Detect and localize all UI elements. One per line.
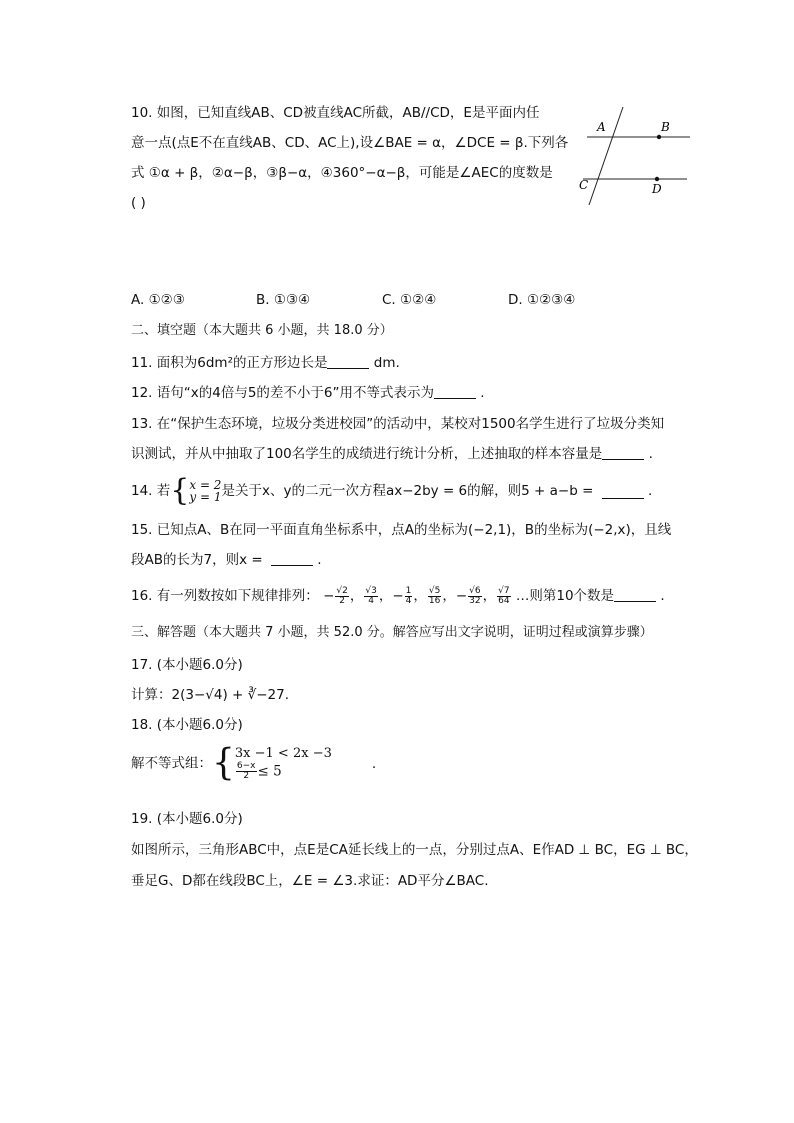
q11-unit: dm. (369, 355, 400, 371)
q16-term (392, 585, 427, 606)
q16-term-denominator: 16 (428, 595, 441, 606)
q19-heading: 19. (本小题6.0分) (131, 811, 243, 827)
q12-text: 12. 语句“x的4倍与5的差不小于6”用不等式表示为 (131, 385, 435, 401)
q16-term-denominator: 2 (339, 595, 345, 606)
q10-option-c[interactable]: C. ①②④ (382, 292, 437, 308)
q16-term (496, 585, 511, 606)
q16-term (323, 585, 364, 606)
q18-ineq1: 3x −1 < 2x −3 (234, 746, 332, 761)
q16-term (363, 585, 393, 606)
q11-answer-blank[interactable] (327, 354, 369, 369)
q18-frac-den: 2 (243, 771, 250, 781)
q15-line2 (131, 551, 322, 569)
q10-line2: 意一点(点E不在直线AB、CD、AC上),设∠BAE = α，∠DCE = β.下列各 (131, 135, 569, 151)
q16-term-fraction (335, 587, 348, 606)
line-ac (589, 107, 623, 205)
q16-term-denominator: 4 (368, 595, 374, 606)
q16-term-sign: − (392, 588, 404, 604)
q16 (131, 583, 665, 609)
q16-term-numerator: √5 (428, 585, 441, 596)
q16-term-separator: ， (349, 588, 364, 604)
label-a: A (597, 120, 606, 134)
q16-answer-blank[interactable] (614, 587, 656, 602)
q13-text: 识测试，并从中抽取了100名学生的成绩进行统计分析，上述抽取的样本容量是 (131, 446, 603, 462)
q16-term-denominator: 4 (405, 595, 412, 606)
q14-answer-blank[interactable] (602, 484, 644, 499)
q16-term-fraction (497, 587, 510, 606)
q10-line4: ( ) (131, 195, 146, 211)
q13-line1: 13. 在“保护生态环境，垃圾分类进校园”的活动中，某校对1500名学生进行了垃圾分类知 (131, 416, 665, 432)
q16-term-separator: ， (413, 588, 427, 604)
q14 (131, 473, 653, 508)
q16-term-numerator: 1 (405, 585, 412, 596)
q14-system (189, 479, 221, 503)
q10-line3: 式 ①α + β，②α−β，③β−α，④360°−α−β，可能是∠AEC的度数是 (131, 165, 553, 181)
point-b (657, 135, 661, 139)
q16-term-separator: ， (442, 588, 456, 604)
q16-term-fraction (405, 587, 413, 606)
q15-answer-blank[interactable] (271, 551, 313, 566)
q16-term-numerator: √2 (336, 585, 348, 596)
q18-system (235, 746, 332, 781)
q16-text-after: …则第10个数是 (515, 588, 615, 604)
q13-line2 (131, 445, 653, 463)
q16-sequence (323, 585, 512, 606)
q16-term-sign: − (455, 588, 468, 604)
q16-end: . (656, 588, 665, 604)
q18-body (131, 742, 377, 790)
q17-body: 计算：2(3−√4) + ∛−27. (131, 687, 289, 703)
q15-text: 段AB的长为7，则x = (131, 552, 267, 568)
q14-sys1: x = 2 (189, 478, 222, 492)
q10-line1: 10. 如图，已知直线AB、CD被直线AC所截，AB//CD，E是平面内任 (131, 105, 540, 121)
q18-brace: { (212, 742, 235, 784)
q16-term-fraction (364, 587, 377, 606)
q15-end: . (312, 552, 322, 568)
q11 (131, 354, 400, 372)
q16-term-denominator: 64 (498, 595, 510, 606)
q16-term-numerator: √6 (469, 585, 481, 596)
q14-text: 是关于x、y的二元一次方程ax−2by = 6的解，则5 + a−b = (221, 483, 598, 499)
q16-term-separator: ， (378, 588, 393, 604)
q16-term-sign: − (323, 588, 335, 604)
label-c: C (579, 178, 589, 192)
q16-text: 16. 有一列数按如下规律排列： (131, 588, 319, 604)
q13-answer-blank[interactable] (602, 445, 644, 460)
q19-line2: 垂足G、D都在线段BC上，∠E = ∠3.求证：AD平分∠BAC. (131, 873, 489, 889)
q18-fraction (236, 762, 257, 781)
q18-label: 解不等式组： (131, 755, 212, 772)
q18-ineq2-rest: ≤ 5 (257, 763, 282, 780)
q18-end: . (371, 755, 377, 772)
q10-option-a[interactable]: A. ①②③ (131, 292, 185, 308)
q16-term-numerator: √3 (365, 585, 377, 596)
section2-heading: 二、填空题（本大题共 6 小题，共 18.0 分） (131, 323, 393, 338)
q17-heading: 17. (本小题6.0分) (131, 657, 243, 673)
q18-frac-num: 6−x (236, 761, 256, 771)
q12 (131, 384, 485, 402)
q14-num: 14. 若 (131, 483, 171, 499)
q13-end: . (644, 446, 653, 462)
q14-end: . (643, 483, 653, 499)
q14-sys2: y = 1 (189, 490, 222, 504)
q16-term (455, 585, 497, 606)
q16-term-denominator: 32 (469, 595, 481, 606)
section3-heading: 三、解答题（本大题共 7 小题，共 52.0 分。解答应写出文字说明，证明过程或演算步骤） (131, 625, 653, 640)
q10-option-b[interactable]: B. ①③④ (256, 292, 311, 308)
q16-term (427, 585, 456, 606)
q18-heading: 18. (本小题6.0分) (131, 717, 243, 733)
q12-answer-blank[interactable] (434, 384, 476, 399)
q16-term-separator: ， (482, 588, 497, 604)
q19-line1: 如图所示，三角形ABC中，点E是CA延长线上的一点，分别过点A、E作AD ⊥ BC，EG ⊥ BC， (131, 842, 698, 858)
label-d: D (652, 182, 662, 196)
q16-term-fraction (468, 587, 481, 606)
q16-term-fraction (428, 587, 441, 606)
q16-term-numerator: √7 (498, 585, 510, 596)
label-b: B (661, 120, 670, 134)
q10-figure (575, 105, 695, 205)
point-d (655, 177, 659, 181)
q18-ineq2 (235, 762, 332, 781)
q15-line1: 15. 已知点A、B在同一平面直角坐标系中，点A的坐标为(−2,1)，B的坐标为(−2,x)，且线 (131, 522, 672, 538)
q10-option-d[interactable]: D. ①②③④ (508, 292, 576, 308)
q11-text: 11. 面积为6dm²的正方形边长是 (131, 355, 328, 371)
q14-brace: { (170, 473, 190, 508)
q12-end: . (476, 385, 485, 401)
